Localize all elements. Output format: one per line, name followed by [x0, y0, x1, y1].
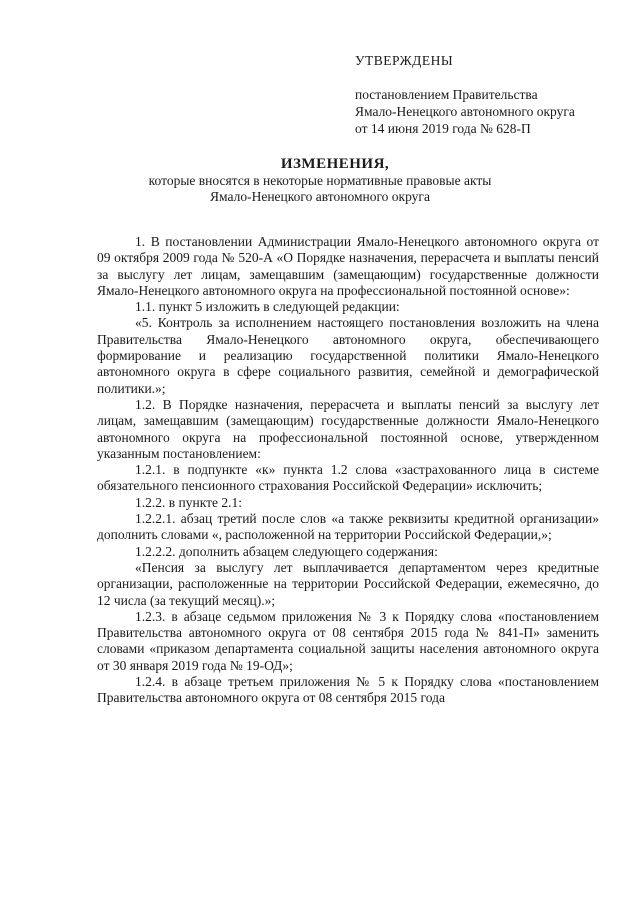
paragraph-1-1: 1.1. пункт 5 изложить в следующей редакции: [135, 299, 400, 315]
paragraph-1: 1. В постановлении Администрации Ямало-Ненецкого автономного округа от 09 октября 2009 года № 520-А «О Порядке назначения, перерасчета и выплаты пенсий за выслугу лет лицам, замещавшим (замещающим) государственные должности Ямало-Ненецкого автономного округа на профессиональной постоянной основе»: [97, 234, 599, 298]
heading-subtitle-2: Ямало-Ненецкого автономного округа [210, 189, 430, 204]
approval-line-3: от 14 июня 2019 года № 628-П [355, 121, 531, 136]
document-heading [0, 155, 640, 205]
heading-title: ИЗМЕНЕНИЯ, [280, 156, 390, 172]
paragraph-1-2-3: 1.2.3. в абзаце седьмом приложения № 3 к Порядку слова «постановлением Правительства автономного округа от 08 сентября 2015 года № 841-П» заменить словами «приказом департамента социальной защиты населения автономного округа от 30 января 2019 года № 19-ОД»; [97, 608, 599, 673]
paragraph-1-2-2-2: 1.2.2.2. дополнить абзацем следующего содержания: [135, 543, 438, 559]
approval-line-2: Ямало-Ненецкого автономного округа [355, 104, 575, 119]
document-body [97, 234, 599, 707]
paragraph-quote-pension: «Пенсия за выслугу лет выплачивается департаментом через кредитные организации, расположенные на территории Российской Федерации, ежемесячно, до 12 числа (за текущий месяц).»; [97, 559, 599, 608]
approval-line-1: постановлением Правительства [355, 87, 538, 102]
paragraph-1-2-2-1: 1.2.2.1. абзац третий после слов «а также реквизиты кредитной организации» дополнить словами «, расположенной на территории Российской Федерации,»; [97, 511, 599, 543]
approval-block [355, 52, 615, 137]
approval-title: УТВЕРЖДЕНЫ [355, 53, 454, 68]
heading-subtitle-1: которые вносятся в некоторые нормативные правовые акты [148, 173, 492, 188]
paragraph-quote-5: «5. Контроль за исполнением настоящего постановления возложить на члена Правительства Ямало-Ненецкого автономного округа, обеспечивающего формирование и реализацию государственной политики Ямало-Ненецкого автономного округа в сфере социального развития, семейной и демографической политики.»; [97, 315, 599, 396]
paragraph-1-2-1: 1.2.1. в подпункте «к» пункта 1.2 слова «застрахованного лица в системе обязательного пенсионного страхования Российской Федерации» исключить; [97, 462, 599, 494]
paragraph-1-2-2: 1.2.2. в пункте 2.1: [135, 494, 242, 510]
paragraph-1-2: 1.2. В Порядке назначения, перерасчета и выплаты пенсий за выслугу лет лицам, замещавшим (замещающим) государственные должности Ямало-Ненецкого автономного округа на профессиональной постоянной основе, утвержденном указанным постановлением: [97, 396, 599, 461]
paragraph-1-2-4: 1.2.4. в абзаце третьем приложения № 5 к Порядку слова «постановлением Правительства автономного округа от 08 сентября 2015 года [97, 674, 599, 706]
